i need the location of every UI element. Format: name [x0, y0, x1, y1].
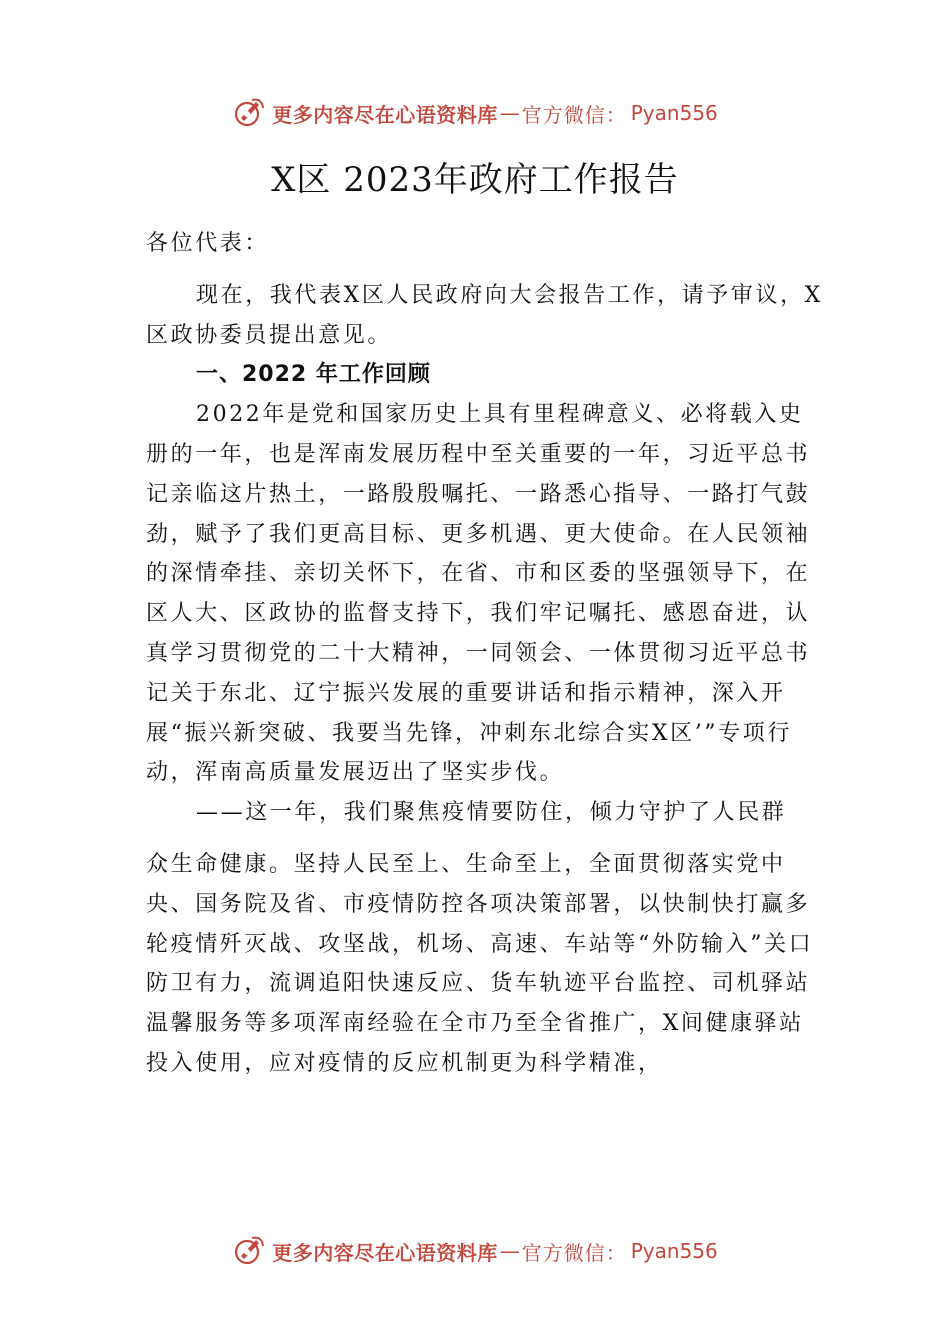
watermark-account: Pyan556	[630, 1239, 718, 1263]
watermark-banner-top	[0, 96, 950, 130]
watermark-wechat-label: 官方微信：	[521, 102, 627, 127]
paragraph-1: 2022年是党和国家历史上具有里程碑意义、必将载入史册的一年，也是浑南发展历程中至关重要的一年，习近平总书记亲临这片热土，一路殷殷嘱托、一路悉心指导、一路打气鼓劲，赋予了我们更高目标、更多机遇、更大使命。在人民领袖的深情牵挂、亲切关怀下，在省、市和区委的坚强领导下，在区人大、区政协的监督支持下，我们牢记嘱托、感恩奋进，认真学习贯彻党的二十大精神，一同领会、一体贯彻习近平总书记关于东北、辽宁振兴发展的重要讲话和指示精神，深入开展“振兴新突破、我要当先锋，冲刺东北综合实X区’”专项行动，浑南高质量发展迈出了坚实步伐。	[146, 402, 811, 786]
watermark-banner-bottom	[0, 1234, 950, 1268]
section-heading: 一、2022 年工作回顾	[196, 362, 431, 388]
paragraph-2-first-line: ——这一年，我们聚焦疫情要防住，倾力守护了人民群	[196, 800, 787, 826]
document-body	[146, 224, 826, 1084]
document-title: X区 2023年政府工作报告	[271, 160, 679, 200]
intro-paragraph: 现在，我代表X区人民政府向大会报告工作，请予审议，X区政协委员提出意见。	[146, 282, 823, 348]
salutation: 各位代表：	[146, 231, 270, 256]
watermark-wechat-label: 官方微信：	[521, 1240, 627, 1265]
quill-seal-icon	[232, 96, 266, 130]
watermark-dash: —	[499, 101, 520, 125]
paragraph-2-rest: 众生命健康。坚持人民至上、生命至上，全面贯彻落实党中央、国务院及省、市疫情防控各项决策部署，以快制快打赢多轮疫情歼灭战、攻坚战，机场、高速、车站等“外防输入”关口防卫有力，流调追阳快速反应、货车轨迹平台监控、司机驿站温馨服务等多项浑南经验在全市乃至全省推广，X间健康驿站投入使用，应对疫情的反应机制更为科学精准，	[146, 851, 814, 1076]
quill-seal-icon	[232, 1234, 266, 1268]
watermark-text: 更多内容尽在心语资料库	[272, 102, 498, 127]
watermark-text: 更多内容尽在心语资料库	[272, 1240, 498, 1265]
watermark-account: Pyan556	[630, 101, 718, 125]
watermark-dash: —	[499, 1239, 520, 1263]
